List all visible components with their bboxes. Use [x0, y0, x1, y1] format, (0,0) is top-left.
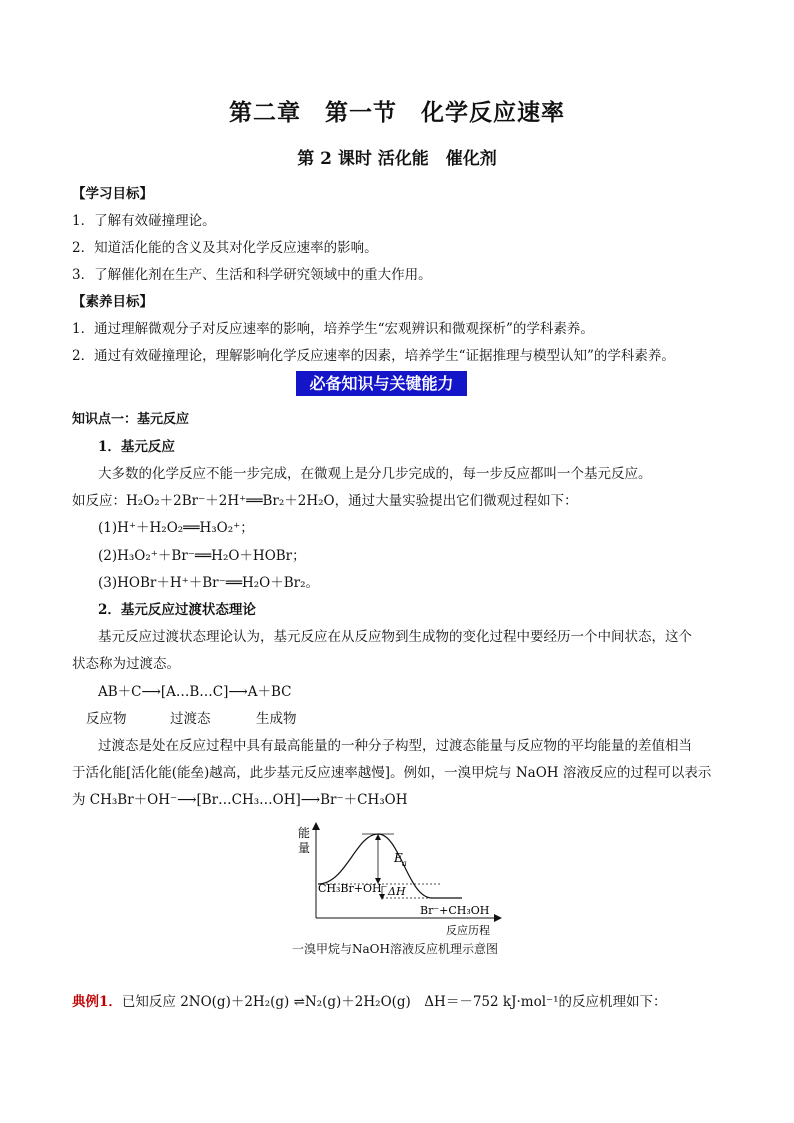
literacy-goals-heading: 【素养目标】 — [72, 294, 153, 310]
example1-line — [72, 990, 667, 1010]
learning-goals-heading: 【学习目标】 — [72, 186, 153, 202]
learning-goal-item: 3．了解催化剂在生产、生活和科学研究领域中的重大作用。 — [72, 267, 432, 283]
dh-label: ΔH — [388, 885, 406, 898]
literacy-goal-item: 1．通过理解微观分子对反应速率的影响，培养学生“宏观辨识和微观探析”的学科素养。 — [72, 321, 594, 337]
transition-equation: AB＋C⟶[A…B…C]⟶A＋BC — [98, 684, 292, 700]
reactant-label: CH₃Br+OH⁻ — [318, 882, 388, 895]
section1-paragraph: 大多数的化学反应不能一步完成，在微观上是分几步完成的，每一步反应都叫一个基元反应。 — [98, 466, 652, 482]
learning-goal-item: 2．知道活化能的含义及其对化学反应速率的影响。 — [72, 240, 378, 256]
label-transition: 过渡态 — [170, 711, 211, 727]
literacy-goal-item: 2．通过有效碰撞理论，理解影响化学反应速率的因素，培养学生“证据推理与模型认知”的学科素养。 — [72, 348, 675, 364]
label-reactant: 反应物 — [86, 711, 127, 727]
step-equation: (1)H⁺＋H₂O₂══H₃O₂⁺； — [98, 520, 254, 536]
figure-caption: 一溴甲烷与NaOH溶液反应机理示意图 — [292, 942, 498, 956]
ea-subscript: a — [402, 859, 407, 868]
example-tag: 典例1． — [72, 994, 122, 1010]
ea-label: E — [394, 851, 403, 865]
knowledge-point-heading: 知识点一：基元反应 — [72, 412, 190, 427]
section2-paragraph: 于活化能[活化能(能垒)越高，此步基元反应速率越慢]。例如，一溴甲烷与 NaOH 溶液反应的过程可以表示 — [72, 765, 712, 781]
section2-paragraph: 为 CH₃Br＋OH⁻⟶[Br…CH₃…OH]⟶Br⁻＋CH₃OH — [72, 792, 408, 808]
step-equation: (3)HOBr＋H⁺＋Br⁻══H₂O＋Br₂。 — [98, 575, 320, 591]
lesson-subtitle: 第 2 课时 活化能 催化剂 — [297, 149, 497, 169]
section-banner: 必备知识与关键能力 — [296, 371, 467, 396]
section2-paragraph: 过渡态是处在反应过程中具有最高能量的一种分子构型，过渡态能量与反应物的平均能量的差值相当 — [98, 738, 692, 754]
x-axis-label: 反应历程 — [446, 924, 490, 937]
energy-profile-diagram — [286, 822, 516, 957]
section2-paragraph: 状态称为过渡态。 — [72, 656, 180, 672]
learning-goal-item: 1．了解有效碰撞理论。 — [72, 213, 216, 229]
page-title: 第二章 第一节 化学反应速率 — [229, 99, 565, 126]
product-label: Br⁻+CH₃OH — [420, 904, 490, 917]
label-product: 生成物 — [256, 711, 297, 727]
section2-heading: 2．基元反应过渡状态理论 — [98, 602, 256, 618]
section2-paragraph: 基元反应过渡状态理论认为，基元反应在从反应物到生成物的变化过程中要经历一个中间状态，这个 — [98, 629, 692, 645]
section1-heading: 1．基元反应 — [98, 439, 175, 455]
y-axis-label-char: 量 — [298, 841, 311, 855]
section1-example: 如反应：H₂O₂＋2Br⁻＋2H⁺══Br₂＋2H₂O，通过大量实验提出它们微观过程如下： — [72, 493, 578, 509]
step-equation: (2)H₃O₂⁺＋Br⁻══H₂O＋HOBr； — [98, 548, 306, 564]
example-text: 已知反应 2NO(g)＋2H₂(g) ⇌N₂(g)＋2H₂O(g) ΔH＝－752 kJ·mol⁻¹的反应机理如下： — [121, 994, 667, 1010]
y-axis-label-char: 能 — [298, 826, 311, 840]
